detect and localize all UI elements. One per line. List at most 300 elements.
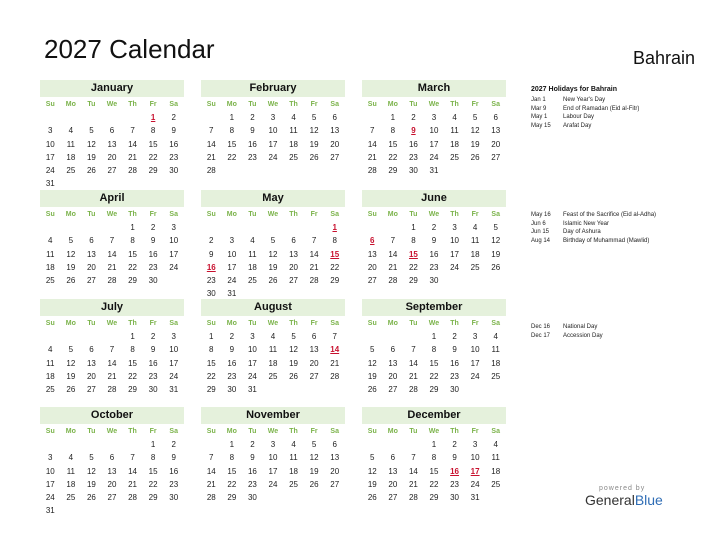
day-cell: 1 bbox=[229, 113, 235, 122]
weekday-label: Th bbox=[289, 428, 298, 435]
day-cell: 10 bbox=[429, 126, 439, 136]
day-cell: 3 bbox=[472, 440, 478, 449]
weekday-label: Fr bbox=[310, 320, 318, 327]
day-cell: 18 bbox=[289, 139, 299, 149]
day-cell: 24 bbox=[169, 262, 179, 272]
day-cell: 12 bbox=[367, 358, 377, 368]
day-cell: 6 bbox=[89, 236, 94, 246]
month-6 bbox=[40, 299, 184, 396]
weekday-label: Fr bbox=[149, 428, 157, 435]
day-cell: 1 bbox=[411, 223, 416, 232]
day-cell: 12 bbox=[309, 453, 319, 463]
weekday-label: Mo bbox=[65, 320, 76, 327]
day-cell: 22 bbox=[148, 152, 158, 162]
day-cell: 20 bbox=[309, 358, 319, 368]
day-cell: 28 bbox=[388, 276, 398, 286]
empty-cell bbox=[122, 438, 143, 451]
month-11 bbox=[362, 407, 506, 504]
holiday-day: 17 bbox=[470, 466, 480, 476]
day-cell: 26 bbox=[491, 262, 501, 272]
day-cell: 13 bbox=[289, 249, 299, 259]
day-cell: 5 bbox=[89, 126, 94, 136]
empty-cell bbox=[222, 221, 243, 234]
weekday-label: Sa bbox=[330, 211, 339, 218]
day-cell: 30 bbox=[408, 166, 418, 176]
day-cell: 30 bbox=[148, 276, 158, 286]
day-cell: 22 bbox=[128, 262, 138, 272]
day-cell: 30 bbox=[206, 289, 216, 299]
day-cell: 5 bbox=[89, 453, 94, 463]
month-title: July bbox=[40, 299, 184, 316]
holiday-day: 14 bbox=[330, 345, 340, 355]
weekday-label: We bbox=[106, 101, 118, 108]
month-title: October bbox=[40, 407, 184, 424]
weekday-label: Th bbox=[289, 211, 298, 218]
empty-cell bbox=[362, 221, 383, 234]
day-cell: 17 bbox=[470, 358, 480, 368]
day-cell: 8 bbox=[411, 236, 416, 246]
weekday-header bbox=[40, 208, 184, 221]
day-cell: 3 bbox=[452, 223, 457, 232]
day-cell: 24 bbox=[429, 152, 439, 162]
day-cell: 13 bbox=[367, 249, 377, 259]
day-cell: 12 bbox=[470, 126, 480, 136]
holiday-date: May 16 bbox=[531, 212, 551, 218]
day-cell: 20 bbox=[330, 466, 340, 476]
weekday-header bbox=[362, 98, 506, 111]
day-cell: 24 bbox=[45, 166, 55, 176]
holiday-date: Dec 16 bbox=[531, 324, 551, 330]
day-cell: 23 bbox=[408, 152, 418, 162]
holiday-date: Dec 17 bbox=[531, 332, 551, 339]
empty-cell bbox=[403, 438, 424, 451]
day-cell: 14 bbox=[408, 466, 418, 476]
day-cell: 19 bbox=[309, 466, 319, 476]
day-cell: 5 bbox=[68, 236, 74, 246]
day-grid bbox=[201, 438, 345, 504]
day-cell: 27 bbox=[388, 493, 398, 503]
day-cell: 27 bbox=[367, 276, 377, 286]
day-cell: 7 bbox=[209, 453, 214, 463]
day-cell: 6 bbox=[89, 345, 94, 355]
month-title: January bbox=[40, 80, 184, 97]
empty-cell bbox=[61, 221, 82, 234]
weekday-label: Tu bbox=[409, 428, 418, 435]
weekday-label: We bbox=[267, 320, 279, 327]
day-cell: 27 bbox=[86, 385, 96, 395]
weekday-label: Fr bbox=[310, 211, 318, 218]
day-cell: 24 bbox=[169, 371, 179, 381]
weekday-label: Sa bbox=[330, 320, 339, 327]
day-cell: 14 bbox=[206, 466, 216, 476]
day-cell: 23 bbox=[148, 371, 158, 381]
holiday-row bbox=[531, 122, 701, 131]
day-cell: 17 bbox=[227, 262, 237, 272]
day-cell: 23 bbox=[247, 152, 257, 162]
holiday-date: May 1 bbox=[531, 114, 548, 120]
day-cell: 5 bbox=[311, 440, 317, 449]
day-cell: 16 bbox=[169, 139, 179, 149]
holiday-name: Islamic New Year bbox=[563, 220, 610, 227]
empty-cell bbox=[61, 438, 82, 451]
day-cell: 11 bbox=[470, 236, 480, 246]
day-cell: 30 bbox=[227, 385, 237, 395]
day-cell: 27 bbox=[491, 152, 501, 162]
day-cell: 12 bbox=[86, 139, 96, 149]
day-cell: 18 bbox=[450, 139, 460, 149]
day-cell: 17 bbox=[450, 249, 460, 259]
day-cell: 30 bbox=[450, 493, 460, 503]
weekday-label: Sa bbox=[169, 320, 178, 327]
month-title: December bbox=[362, 407, 506, 424]
weekday-label: Mo bbox=[226, 211, 237, 218]
day-cell: 25 bbox=[470, 262, 480, 272]
day-cell: 4 bbox=[291, 113, 296, 122]
weekday-label: Su bbox=[45, 211, 55, 218]
day-cell: 22 bbox=[429, 371, 439, 381]
day-cell: 14 bbox=[367, 139, 377, 149]
day-cell: 22 bbox=[128, 371, 138, 381]
powered-by-text: powered by bbox=[599, 485, 646, 492]
holiday-row bbox=[531, 323, 701, 332]
day-cell: 12 bbox=[66, 249, 76, 259]
day-cell: 22 bbox=[330, 262, 340, 272]
day-cell: 17 bbox=[429, 139, 439, 149]
day-cell: 26 bbox=[470, 152, 480, 162]
empty-cell bbox=[40, 330, 61, 343]
month-2 bbox=[362, 80, 506, 177]
weekday-label: Fr bbox=[310, 428, 318, 435]
weekday-label: Th bbox=[450, 211, 459, 218]
weekday-label: Tu bbox=[87, 320, 96, 327]
weekday-label: We bbox=[106, 428, 118, 435]
day-cell: 3 bbox=[171, 223, 176, 232]
day-cell: 16 bbox=[169, 466, 179, 476]
day-cell: 10 bbox=[227, 249, 237, 259]
day-cell: 27 bbox=[330, 152, 340, 162]
empty-cell bbox=[362, 330, 383, 343]
weekday-label: Su bbox=[367, 320, 377, 327]
day-cell: 15 bbox=[388, 139, 398, 149]
day-cell: 2 bbox=[150, 223, 156, 232]
weekday-header bbox=[201, 98, 345, 111]
weekday-label: Su bbox=[45, 101, 55, 108]
weekday-label: Mo bbox=[226, 320, 237, 327]
day-cell: 9 bbox=[431, 236, 437, 246]
weekday-label: Sa bbox=[491, 320, 500, 327]
day-cell: 25 bbox=[450, 152, 460, 162]
weekday-header bbox=[201, 317, 345, 330]
empty-cell bbox=[242, 221, 263, 234]
day-cell: 11 bbox=[66, 139, 75, 149]
day-cell: 9 bbox=[229, 345, 235, 355]
weekday-label: Su bbox=[367, 211, 377, 218]
day-cell: 5 bbox=[311, 113, 317, 122]
day-cell: 12 bbox=[309, 126, 319, 136]
weekday-header bbox=[362, 425, 506, 438]
weekday-label: Tu bbox=[87, 211, 96, 218]
day-cell: 6 bbox=[390, 453, 396, 463]
day-cell: 19 bbox=[66, 262, 76, 272]
day-cell: 29 bbox=[148, 166, 158, 176]
month-1 bbox=[201, 80, 345, 177]
weekday-label: Sa bbox=[491, 211, 500, 218]
holiday-row bbox=[531, 105, 701, 114]
month-7 bbox=[201, 299, 345, 396]
empty-cell bbox=[403, 330, 424, 343]
holiday-list-q3 bbox=[531, 323, 701, 340]
empty-cell bbox=[40, 111, 61, 124]
weekday-label: Su bbox=[367, 101, 377, 108]
day-cell: 7 bbox=[370, 126, 375, 136]
day-grid bbox=[201, 221, 345, 301]
day-cell: 15 bbox=[227, 466, 237, 476]
day-cell: 27 bbox=[388, 385, 398, 395]
empty-cell bbox=[102, 111, 123, 124]
day-cell: 26 bbox=[86, 493, 96, 503]
weekday-label: We bbox=[267, 211, 279, 218]
day-cell: 13 bbox=[330, 453, 340, 463]
day-cell: 15 bbox=[148, 466, 158, 476]
holiday-day: 1 bbox=[332, 223, 337, 232]
holiday-date: Aug 14 bbox=[531, 237, 551, 244]
day-cell: 16 bbox=[408, 139, 418, 149]
day-cell: 5 bbox=[291, 332, 296, 341]
day-cell: 18 bbox=[289, 466, 299, 476]
day-cell: 28 bbox=[408, 493, 418, 503]
empty-cell bbox=[201, 438, 222, 451]
day-cell: 16 bbox=[247, 466, 257, 476]
day-cell: 26 bbox=[367, 385, 377, 395]
day-cell: 28 bbox=[107, 385, 117, 395]
day-cell: 5 bbox=[370, 453, 375, 463]
day-cell: 7 bbox=[109, 345, 115, 355]
day-cell: 1 bbox=[130, 223, 135, 232]
day-cell: 29 bbox=[128, 276, 138, 286]
weekday-header bbox=[201, 425, 345, 438]
day-grid bbox=[362, 221, 506, 287]
day-cell: 30 bbox=[247, 493, 257, 503]
day-cell: 20 bbox=[388, 479, 398, 489]
day-cell: 27 bbox=[330, 479, 340, 489]
day-cell: 19 bbox=[491, 249, 501, 259]
empty-cell bbox=[362, 111, 383, 124]
weekday-label: Fr bbox=[471, 101, 479, 108]
day-cell: 13 bbox=[388, 466, 398, 476]
day-cell: 3 bbox=[270, 440, 276, 449]
day-cell: 27 bbox=[107, 166, 117, 176]
day-cell: 22 bbox=[388, 152, 398, 162]
day-cell: 30 bbox=[169, 493, 179, 503]
day-cell: 22 bbox=[227, 479, 237, 489]
day-cell: 7 bbox=[130, 126, 135, 136]
day-cell: 5 bbox=[270, 236, 276, 246]
day-cell: 17 bbox=[247, 358, 257, 368]
day-cell: 28 bbox=[206, 166, 216, 176]
day-cell: 5 bbox=[68, 345, 74, 355]
day-cell: 23 bbox=[169, 152, 179, 162]
holiday-day: 16 bbox=[206, 262, 216, 272]
day-cell: 12 bbox=[289, 345, 299, 355]
weekday-label: Mo bbox=[387, 211, 398, 218]
day-cell: 20 bbox=[491, 139, 501, 149]
day-cell: 29 bbox=[429, 493, 439, 503]
day-cell: 16 bbox=[247, 139, 257, 149]
empty-cell bbox=[61, 330, 82, 343]
weekday-label: Fr bbox=[149, 211, 157, 218]
day-cell: 11 bbox=[491, 453, 500, 463]
day-cell: 22 bbox=[227, 152, 237, 162]
day-cell: 10 bbox=[268, 126, 278, 136]
day-cell: 26 bbox=[268, 276, 278, 286]
day-cell: 13 bbox=[388, 358, 398, 368]
day-cell: 17 bbox=[45, 152, 55, 162]
day-cell: 17 bbox=[268, 466, 278, 476]
day-cell: 28 bbox=[128, 166, 138, 176]
day-cell: 31 bbox=[169, 385, 179, 395]
day-cell: 24 bbox=[268, 479, 278, 489]
weekday-label: Tu bbox=[87, 428, 96, 435]
weekday-label: Tu bbox=[248, 211, 257, 218]
day-cell: 20 bbox=[289, 262, 299, 272]
day-cell: 4 bbox=[250, 236, 255, 246]
day-cell: 13 bbox=[86, 358, 96, 368]
day-cell: 23 bbox=[227, 371, 237, 381]
day-cell: 3 bbox=[229, 236, 235, 246]
day-cell: 6 bbox=[291, 236, 296, 246]
day-cell: 8 bbox=[431, 453, 437, 463]
holiday-row bbox=[531, 96, 701, 105]
empty-cell bbox=[102, 330, 123, 343]
day-cell: 3 bbox=[250, 332, 255, 341]
day-cell: 14 bbox=[408, 358, 418, 368]
day-cell: 22 bbox=[206, 371, 216, 381]
day-cell: 8 bbox=[130, 345, 135, 355]
day-cell: 20 bbox=[86, 371, 96, 381]
day-cell: 11 bbox=[46, 358, 55, 368]
day-cell: 6 bbox=[390, 345, 396, 355]
day-cell: 30 bbox=[429, 276, 439, 286]
empty-cell bbox=[201, 111, 222, 124]
day-cell: 19 bbox=[86, 152, 96, 162]
weekday-label: Sa bbox=[491, 428, 500, 435]
day-cell: 17 bbox=[45, 479, 55, 489]
weekday-header bbox=[362, 317, 506, 330]
month-9 bbox=[40, 407, 184, 518]
day-cell: 7 bbox=[411, 345, 416, 355]
weekday-label: We bbox=[106, 320, 118, 327]
generalblue-logo[interactable] bbox=[585, 485, 695, 508]
holiday-day: 1 bbox=[150, 113, 156, 122]
day-cell: 29 bbox=[227, 493, 237, 503]
day-cell: 11 bbox=[66, 466, 75, 476]
day-cell: 3 bbox=[48, 126, 53, 136]
day-cell: 18 bbox=[491, 466, 501, 476]
weekday-label: Th bbox=[450, 428, 459, 435]
day-grid bbox=[40, 438, 184, 518]
day-cell: 11 bbox=[248, 249, 257, 259]
day-cell: 10 bbox=[470, 345, 480, 355]
day-cell: 7 bbox=[311, 236, 317, 246]
day-grid bbox=[40, 330, 184, 396]
day-cell: 22 bbox=[408, 262, 418, 272]
day-cell: 10 bbox=[45, 466, 55, 476]
day-cell: 4 bbox=[48, 345, 53, 355]
day-cell: 4 bbox=[68, 126, 74, 136]
day-cell: 31 bbox=[227, 289, 237, 299]
day-cell: 4 bbox=[270, 332, 276, 341]
day-cell: 13 bbox=[309, 345, 319, 355]
day-cell: 12 bbox=[268, 249, 278, 259]
day-cell: 8 bbox=[229, 453, 235, 463]
day-cell: 3 bbox=[431, 113, 437, 122]
day-cell: 29 bbox=[388, 166, 398, 176]
day-cell: 9 bbox=[209, 249, 214, 259]
day-cell: 25 bbox=[45, 385, 55, 395]
day-cell: 7 bbox=[109, 236, 115, 246]
holiday-name: Arafat Day bbox=[563, 122, 592, 129]
day-cell: 7 bbox=[130, 453, 135, 463]
day-cell: 25 bbox=[247, 276, 257, 286]
weekday-label: Mo bbox=[387, 320, 398, 327]
day-cell: 9 bbox=[452, 345, 457, 355]
holiday-row bbox=[531, 211, 701, 220]
weekday-label: Fr bbox=[471, 320, 479, 327]
holiday-day: 15 bbox=[330, 249, 340, 259]
day-cell: 20 bbox=[107, 152, 117, 162]
day-cell: 21 bbox=[107, 371, 117, 381]
weekday-label: We bbox=[428, 320, 440, 327]
weekday-label: Su bbox=[206, 101, 216, 108]
weekday-label: Th bbox=[128, 428, 137, 435]
day-cell: 6 bbox=[109, 126, 115, 136]
day-cell: 13 bbox=[86, 249, 96, 259]
day-cell: 20 bbox=[367, 262, 377, 272]
empty-cell bbox=[304, 221, 325, 234]
day-cell: 10 bbox=[169, 345, 179, 355]
day-cell: 10 bbox=[169, 236, 179, 246]
empty-cell bbox=[383, 330, 404, 343]
holiday-list-q1 bbox=[531, 86, 701, 130]
day-cell: 8 bbox=[130, 236, 135, 246]
day-cell: 31 bbox=[45, 506, 55, 516]
month-title: February bbox=[201, 80, 345, 97]
day-cell: 5 bbox=[472, 113, 478, 122]
day-cell: 22 bbox=[148, 479, 158, 489]
day-cell: 23 bbox=[450, 479, 460, 489]
weekday-label: Su bbox=[45, 428, 55, 435]
day-cell: 18 bbox=[491, 358, 501, 368]
day-cell: 6 bbox=[493, 113, 498, 122]
day-cell: 11 bbox=[289, 126, 298, 136]
holiday-name: National Day bbox=[563, 324, 598, 330]
day-cell: 28 bbox=[309, 276, 319, 286]
month-title: November bbox=[201, 407, 345, 424]
day-grid bbox=[40, 111, 184, 191]
day-cell: 15 bbox=[206, 358, 216, 368]
day-cell: 26 bbox=[66, 385, 76, 395]
weekday-label: We bbox=[428, 428, 440, 435]
empty-cell bbox=[201, 221, 222, 234]
day-cell: 30 bbox=[450, 385, 460, 395]
day-cell: 16 bbox=[148, 249, 158, 259]
day-cell: 4 bbox=[472, 223, 478, 232]
holiday-day: 6 bbox=[370, 236, 375, 246]
day-cell: 26 bbox=[289, 371, 299, 381]
day-cell: 10 bbox=[268, 453, 278, 463]
weekday-label: Fr bbox=[471, 428, 479, 435]
day-cell: 24 bbox=[470, 479, 480, 489]
